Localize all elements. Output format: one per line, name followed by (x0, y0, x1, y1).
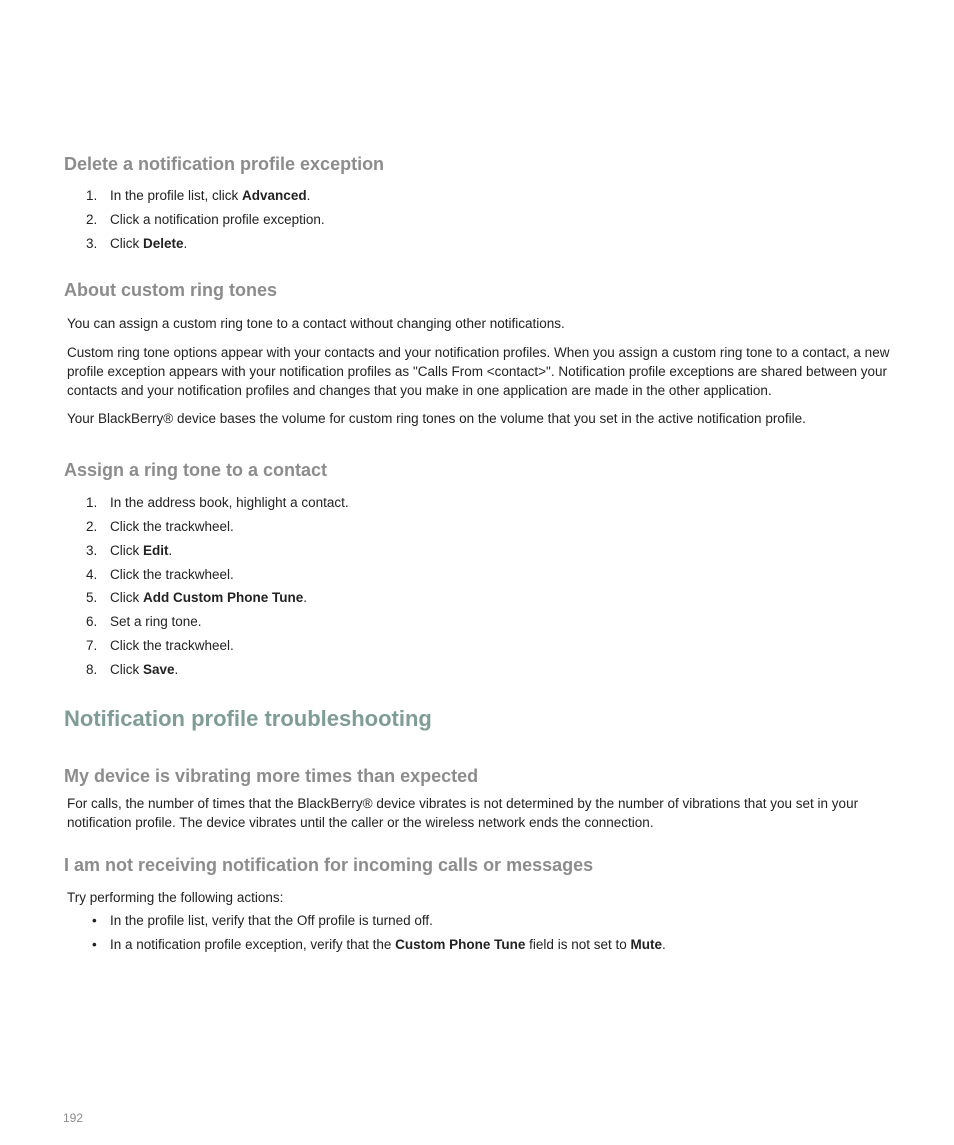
step-text: Click (110, 236, 143, 251)
step-number: 2. (86, 212, 98, 227)
step-text: In the profile list, click (110, 188, 243, 203)
step-item (86, 234, 187, 253)
step-text: Click (110, 662, 143, 677)
step-item (86, 636, 234, 655)
step-number: 1. (86, 188, 98, 203)
step-text: Click a notification profile exception. (110, 212, 325, 227)
paragraph: Custom ring tone options appear with your contacts and your notification profiles. When you assign a custom ring tone to a contact, a new profile exception appears with your notification profiles as "Calls From <contact>". Notification profile exceptions are shared between your contacts and your notification profiles and changes that you make in one application are made in the other application. (67, 345, 890, 398)
paragraph: For calls, the number of times that the BlackBerry® device vibrates is not determined by the number of vibrations that you set in your notification profile. The device vibrates until the caller or the wireless network ends the connection. (67, 796, 859, 830)
section-heading-vibrating: My device is vibrating more times than expected (64, 766, 479, 786)
step-text: Click (110, 543, 143, 558)
step-item (86, 210, 325, 229)
step-text: Click the trackwheel. (110, 638, 234, 653)
step-item (86, 660, 178, 679)
section-heading-delete-exception: Delete a notification profile exception (64, 154, 385, 174)
step-item (86, 565, 234, 584)
step-bold-text: Advanced (242, 188, 307, 203)
step-number: 3. (86, 236, 98, 251)
step-bold-text: Save (143, 662, 175, 677)
step-text-end: . (306, 188, 311, 203)
bullet-text: In the profile list, verify that the Off profile is turned off. (110, 913, 433, 928)
bullet-item (92, 935, 666, 954)
step-item (86, 493, 349, 512)
bullet-text: In a notification profile exception, verify that the (110, 937, 396, 952)
step-bold-text: Add Custom Phone Tune (143, 590, 304, 605)
step-bold-text: Edit (143, 543, 169, 558)
bullet-dot: • (92, 937, 97, 952)
step-number: 4. (86, 567, 98, 582)
chapter-heading-troubleshooting: Notification profile troubleshooting (64, 706, 432, 731)
bullet-bold-text: Mute (630, 937, 662, 952)
step-text-end: . (183, 236, 188, 251)
bullet-dot: • (92, 913, 97, 928)
step-number: 8. (86, 662, 98, 677)
step-text: Set a ring tone. (110, 614, 202, 629)
step-bold-text: Delete (143, 236, 184, 251)
step-number: 6. (86, 614, 98, 629)
section-heading-about-ring-tones: About custom ring tones (64, 280, 277, 300)
step-text: Click (110, 590, 143, 605)
step-number: 2. (86, 519, 98, 534)
step-item (86, 186, 310, 205)
paragraph: Your BlackBerry® device bases the volume for custom ring tones on the volume that you set in the active notification profile. (67, 411, 806, 426)
step-number: 5. (86, 590, 98, 605)
step-text-end: . (174, 662, 179, 677)
step-item (86, 541, 172, 560)
paragraph: You can assign a custom ring tone to a contact without changing other notifications. (67, 316, 565, 331)
bullet-text-end: . (661, 937, 666, 952)
step-text-end: . (168, 543, 173, 558)
step-text: In the address book, highlight a contact. (110, 495, 349, 510)
step-item (86, 517, 234, 536)
page-number: 192 (63, 1111, 84, 1125)
step-item (86, 612, 202, 631)
bullet-item (92, 911, 433, 930)
step-text-end: . (303, 590, 308, 605)
step-number: 7. (86, 638, 98, 653)
step-number: 1. (86, 495, 98, 510)
step-number: 3. (86, 543, 98, 558)
section-heading-not-receiving: I am not receiving notification for incoming calls or messages (64, 855, 594, 875)
bullet-text-mid: field is not set to (525, 937, 631, 952)
bullet-bold-text: Custom Phone Tune (395, 937, 526, 952)
step-item (86, 588, 307, 607)
step-text: Click the trackwheel. (110, 519, 234, 534)
paragraph: Try performing the following actions: (67, 890, 284, 905)
step-text: Click the trackwheel. (110, 567, 234, 582)
section-heading-assign-ring-tone: Assign a ring tone to a contact (64, 460, 328, 480)
